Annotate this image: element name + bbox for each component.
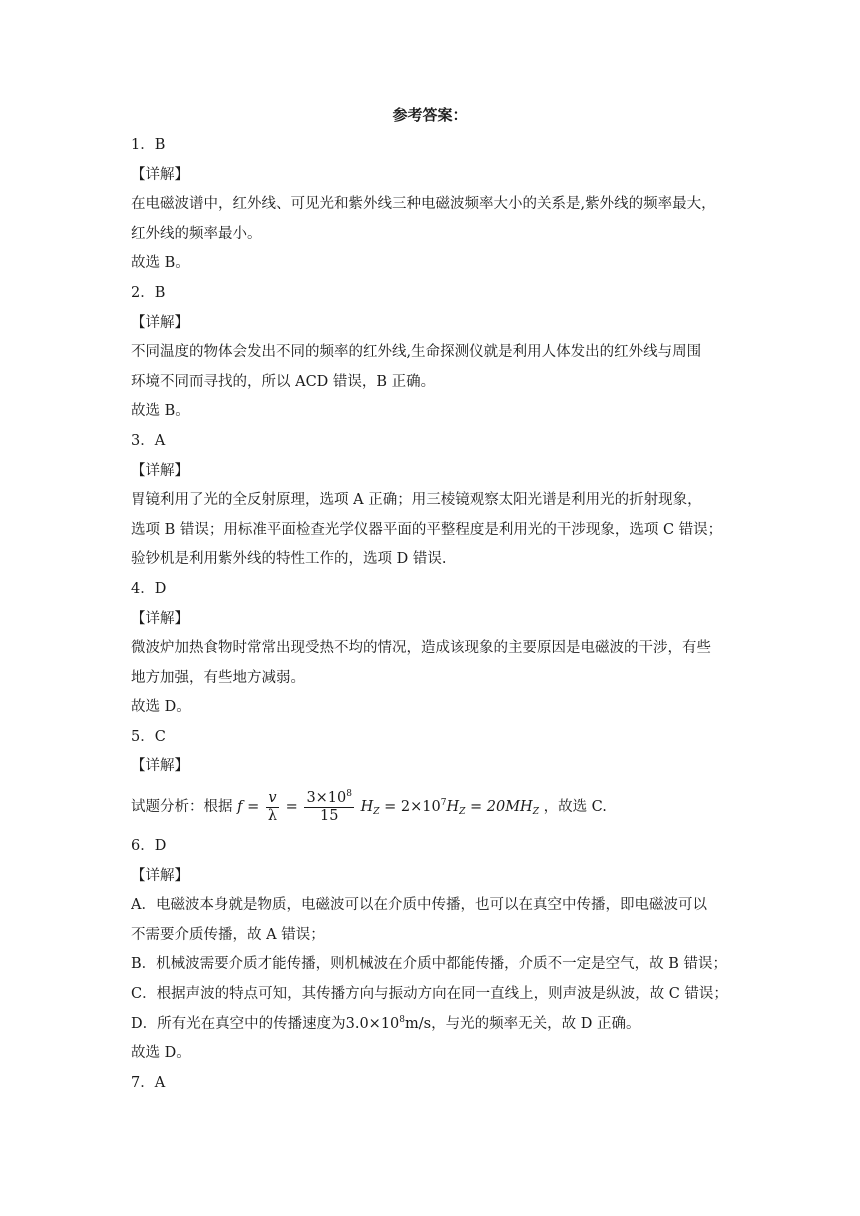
unit-subscript: Z <box>373 807 380 818</box>
answer-heading: 1．B <box>131 137 166 153</box>
intermediate-exponent: 7 <box>440 798 447 809</box>
explanation-line: 验钞机是利用紫外线的特性工作的，选项 D 错误. <box>131 551 447 568</box>
velocity-over-wavelength-fraction <box>266 790 279 825</box>
detail-label: 【详解】 <box>131 610 189 627</box>
detail-label: 【详解】 <box>131 166 189 183</box>
answer-item-6 <box>131 832 736 1069</box>
fraction-denominator: λ <box>267 807 278 824</box>
answer-content <box>131 131 736 1098</box>
numerator-value: 3×10 <box>306 789 347 806</box>
detail-label: 【详解】 <box>131 462 189 479</box>
answer-item-5 <box>131 723 736 832</box>
conclusion-line: 故选 B。 <box>131 403 190 420</box>
explanation-line: 地方加强，有些地方减弱。 <box>131 669 305 686</box>
formula-suffix: ，故选 C. <box>543 799 607 816</box>
fraction-denominator: 15 <box>319 807 339 824</box>
light-speed-value: 3.0×10 <box>345 1015 400 1032</box>
explanation-line: 微波炉加热食物时常常出现受热不均的情况，造成该现象的主要原因是电磁波的干涉，有些 <box>131 640 711 657</box>
answer-heading: 2．B <box>131 284 166 301</box>
explanation-line <box>131 1010 736 1040</box>
equals-sign: = <box>285 799 298 816</box>
answer-heading: 6．D <box>131 838 167 855</box>
answer-item-7 <box>131 1069 736 1099</box>
answer-item-3 <box>131 427 736 575</box>
numeric-fraction <box>304 790 354 825</box>
conclusion-line: 故选 D。 <box>131 699 191 716</box>
answer-item-1 <box>131 131 736 279</box>
conclusion-line: 故选 B。 <box>131 255 190 272</box>
light-speed-exponent: 8 <box>399 1014 406 1025</box>
explanation-line: A．电磁波本身就是物质，电磁波可以在介质中传播，也可以在真空中传播，即电磁波可以 <box>131 897 707 914</box>
detail-label: 【详解】 <box>131 758 189 775</box>
formula-line <box>131 782 736 832</box>
equals-sign: = <box>247 799 260 816</box>
explanation-line: 红外线的频率最小。 <box>131 225 262 242</box>
frequency-symbol: f <box>237 799 243 816</box>
explanation-line: 不需要介质传播，故 A 错误； <box>131 926 325 943</box>
fraction-numerator: v <box>266 790 279 808</box>
fraction-numerator <box>304 790 354 808</box>
explanation-line: 不同温度的物体会发出不同的频率的红外线,生命探测仪就是利用人体发出的红外线与周围 <box>131 344 702 361</box>
numerator-exponent: 8 <box>346 788 352 799</box>
detail-label: 【详解】 <box>131 314 189 331</box>
formula-prefix: 试题分析：根据 <box>131 799 233 816</box>
answer-heading: 7．A <box>131 1074 166 1091</box>
answer-item-2 <box>131 279 736 427</box>
unit-subscript: Z <box>459 807 466 818</box>
explanation-line: 选项 B 错误；用标准平面检查光学仪器平面的平整程度是利用光的干涉现象，选项 C 错误； <box>131 521 723 538</box>
explanation-line: 胃镜利用了光的全反射原理，选项 A 正确；用三棱镜观察太阳光谱是利用光的折射现象， <box>131 492 702 509</box>
answer-heading: 5．C <box>131 728 166 745</box>
result-value: = 20MH <box>470 799 533 816</box>
page-title: 参考答案： <box>392 106 468 124</box>
unit-hz: H <box>446 799 460 816</box>
explanation-line: 环境不同而寻找的，所以 ACD 错误，B 正确。 <box>131 373 436 390</box>
explanation-line: 在电磁波谱中，红外线、可见光和紫外线三种电磁波频率大小的关系是,紫外线的频率最大， <box>131 196 716 213</box>
answer-heading: 4．D <box>131 580 167 597</box>
option-d-prefix: D．所有光在真空中的传播速度为 <box>131 1015 346 1032</box>
light-speed-unit: m/s <box>405 1015 432 1032</box>
detail-label: 【详解】 <box>131 867 189 884</box>
explanation-line: B．机械波需要介质才能传播，则机械波在介质中都能传播，介质不一定是空气，故 B 错误； <box>131 956 728 973</box>
answer-item-4 <box>131 575 736 723</box>
explanation-line: C．根据声波的特点可知，其传播方向与振动方向在同一直线上，则声波是纵波，故 C 错误； <box>131 986 728 1003</box>
intermediate-value: = 2×10 <box>384 799 441 816</box>
answer-heading: 3．A <box>131 432 166 449</box>
conclusion-line: 故选 D。 <box>131 1045 191 1062</box>
unit-subscript: Z <box>532 807 539 818</box>
option-d-suffix: ，与光的频率无关，故 D 正确。 <box>431 1015 641 1032</box>
unit-hz: H <box>360 799 374 816</box>
